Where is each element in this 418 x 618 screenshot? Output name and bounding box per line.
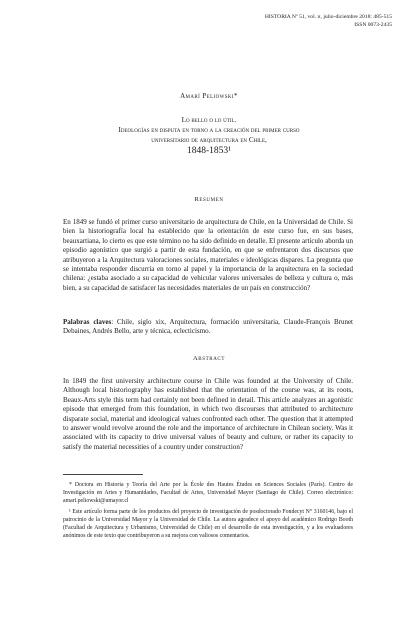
author-name: Amarí Peliowski* bbox=[180, 92, 238, 100]
resumen-text: En 1849 se fundó el primer curso universitario de arquitectura de Chile, en la Universidad de Chile. Si bien la historiografía local ha establecido que la orientación de este curso fue, en sus bases, beauxartiana, lo cierto es que este término no ha sido definido en detalle. El presente artículo aborda un episodio agonístico que surgió a partir de esta fundación, en que se enfrentaron dos discursos que atribuyeron a la Arquitectura valoraciones sociales, materiales e ideológicas dispares. La pregunta que se intentaba responder discurría en torno al papel y la importancia de la arquitectura en la sociedad chilena: ¿estaba asociado a su capacidad de vehicular valores universales de belleza y cultura o, más bien, a su capacidad de satisfacer las necesidades materiales de un país en construcción? bbox=[63, 218, 353, 292]
resumen-heading: Resumen bbox=[194, 196, 224, 203]
footnote-funding: ¹ Este artículo forma parte de los productos del proyecto de investigación de posdoctorado Fondecyt N° 3160146, bajo el patrocinio de la Universidad Mayor y la Universidad de Chile. La autora agradece el apoyo del académico Rodrigo Booth (Facultad de Arquitectura y Urbanismo, Universidad de Chile) en el desarrollo de esta investigación, y a los evaluadores anónimos de este texto que contribuyeron a su mejora con valiosos comentarios. bbox=[63, 508, 353, 540]
title-line-2: Ideologías en disputa en torno a la creación del primer curso bbox=[118, 126, 300, 134]
journal-citation: HISTORIA Nº 51, vol. ɪɪ, julio-diciembre 2018: 485-515 bbox=[264, 14, 392, 20]
keywords-label: Palabras claves bbox=[63, 318, 112, 326]
journal-issn: ISSN 0073-2435 bbox=[354, 22, 392, 28]
abstract-heading: Abstract bbox=[193, 355, 225, 362]
footnotes bbox=[63, 481, 353, 542]
title-years: 1848-1853¹ bbox=[186, 146, 231, 156]
title-line-3: universitario de arquitectura en Chile, bbox=[151, 136, 267, 144]
title-line-1: Lo bello o lo útil. bbox=[181, 116, 237, 124]
abstract-text: In 1849 the first university architecture course in Chile was founded at the University of Chile. Although local historiography has established that the orientation of the course was, at its roots, Beaux-Arts style this term had certainly not been defined in detail. This article analyzes an agonistic episode that emerged from this foundation, in which two discourses that attributed to architecture disparate social, material and ideological values confronted each other. The question that it attempted to answer would revolve around the role and the importance of architecture in Chilean society. Was it associated with its capacity to drive universal values of beauty and culture, or rather its capacity to satisfy the material necessities of a country under construction? bbox=[63, 377, 353, 451]
footnote-divider bbox=[63, 474, 143, 475]
keywords-text: : Chile, siglo xix, Arquitectura, formación universitaria, Claude-François Brunet Debaines, Andrés Bello, arte y técnica, eclecticismo. bbox=[63, 318, 353, 336]
journal-header bbox=[265, 13, 392, 29]
article-title bbox=[40, 115, 378, 158]
footnote-author: * Doctora en Historia y Teoría del Arte por la École des Hautes Études en Sciences Sociales (París). Centro de Investigación en Artes y Humanidades, Facultad de Artes, Universidad Mayor (Santiago de Chile). Correo electrónico: amari.peliowski@umayor.cl bbox=[63, 482, 353, 505]
keywords bbox=[63, 318, 353, 337]
